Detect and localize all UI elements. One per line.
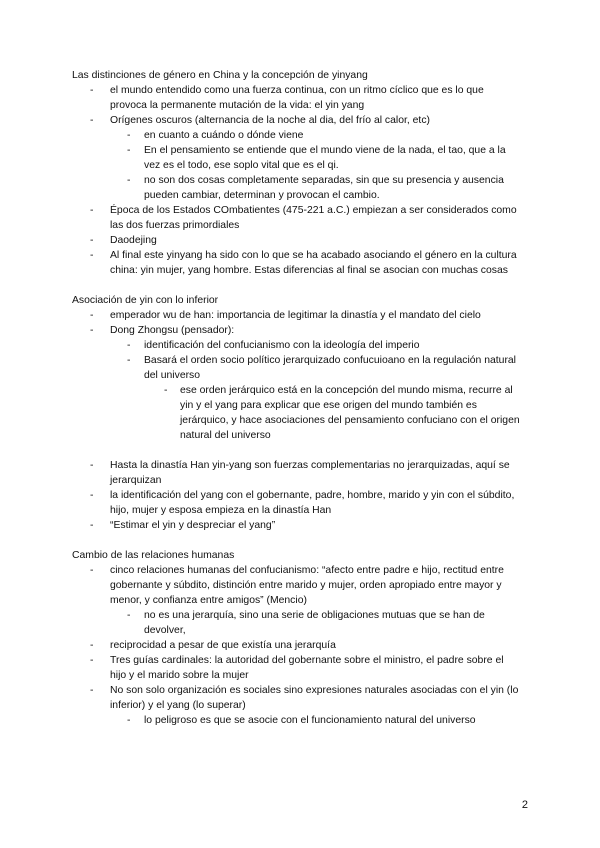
list-item — [72, 488, 522, 518]
list-item — [72, 308, 522, 323]
bullet-dash: - — [90, 460, 94, 471]
list-item-text: Época de los Estados COmbatientes (475-221 a.C.) empiezan a ser considerados como las dos fuerzas primordiales — [110, 205, 517, 231]
bullet-dash: - — [90, 565, 94, 576]
bullet-dash: - — [90, 655, 94, 666]
paragraph-gap — [72, 533, 522, 548]
list-item — [72, 323, 522, 338]
bullet-dash: - — [90, 310, 94, 321]
list-item — [72, 638, 522, 653]
list-item-text: Tres guías cardinales: la autoridad del gobernante sobre el ministro, el padre sobre el hijo y el marido sobre la mujer — [110, 655, 504, 681]
bullet-dash: - — [90, 640, 94, 651]
list-item — [72, 143, 522, 173]
bullet-dash: - — [90, 205, 94, 216]
list-item-text: Orígenes oscuros (alternancia de la noche al dia, del frío al calor, etc) — [110, 115, 430, 126]
list-item-text: Al final este yinyang ha sido con lo que se ha acabado asociando el género en la cultura china: yin mujer, yang hombre. Estas diferencias al final se asocian con muchas cosas — [110, 250, 517, 276]
bullet-dash: - — [90, 115, 94, 126]
bullet-dash: - — [127, 355, 131, 366]
list-item-text: Daodejing — [110, 235, 157, 246]
list-item-text: no son dos cosas completamente separadas, sin que su presencia y ausencia pueden cambiar, determinan y provocan el cambio. — [144, 175, 504, 201]
list-item — [72, 233, 522, 248]
list-item — [72, 608, 522, 638]
paragraph-gap — [72, 443, 522, 458]
list-item-text: Hasta la dinastía Han yin-yang son fuerzas complementarias no jerarquizadas, aquí se jerarquizan — [110, 460, 510, 486]
list-item-text: no es una jerarquía, sino una serie de obligaciones mutuas que se han de devolver, — [144, 610, 485, 636]
list-item — [72, 173, 522, 203]
list-item — [72, 518, 522, 533]
list-item-text: identificación del confucianismo con la ideología del imperio — [144, 340, 420, 351]
bullet-dash: - — [90, 325, 94, 336]
list-item-text: Basará el orden socio político jerarquizado confucuioano en la regulación natural del universo — [144, 355, 516, 381]
bullet-dash: - — [127, 715, 131, 726]
list-item — [72, 458, 522, 488]
list-item-text: lo peligroso es que se asocie con el funcionamiento natural del universo — [144, 715, 476, 726]
bullet-dash: - — [127, 340, 131, 351]
list-item — [72, 713, 522, 728]
bullet-dash: - — [127, 130, 131, 141]
bullet-dash: - — [90, 85, 94, 96]
list-item — [72, 353, 522, 383]
list-item — [72, 683, 522, 713]
bullet-dash: - — [127, 175, 131, 186]
list-item-text: emperador wu de han: importancia de legitimar la dinastía y el mandato del cielo — [110, 310, 481, 321]
list-item-text: reciprocidad a pesar de que existía una jerarquía — [110, 640, 336, 651]
bullet-dash: - — [90, 685, 94, 696]
list-item-text: En el pensamiento se entiende que el mundo viene de la nada, el tao, que a la vez es el todo, ese soplo vital que es el qi. — [144, 145, 506, 171]
list-item — [72, 563, 522, 608]
list-item-text: ese orden jerárquico está en la concepción del mundo misma, recurre al yin y el yang para explicar que ese origen del mundo también es jerárquico, y hace asociaciones del pensamiento confuciano con el origen natural del universo — [180, 385, 520, 441]
list-item — [72, 113, 522, 128]
bullet-dash: - — [127, 610, 131, 621]
list-item — [72, 203, 522, 233]
bullet-dash: - — [90, 520, 94, 531]
page-number: 2 — [521, 799, 528, 811]
paragraph-gap — [72, 278, 522, 293]
list-item-text: Dong Zhongsu (pensador): — [110, 325, 235, 336]
bullet-dash: - — [127, 145, 131, 156]
section-heading: Cambio de las relaciones humanas — [72, 550, 235, 561]
list-item-text: cinco relaciones humanas del confucianismo: “afecto entre padre e hijo, rectitud entre gobernante y súbdito, distinción entre marido y mujer, orden apropiado entre mayor y menor, y confianza entre amigos” (Mencio) — [110, 565, 504, 606]
bullet-dash: - — [90, 490, 94, 501]
bullet-dash: - — [90, 235, 94, 246]
document-body — [72, 68, 522, 728]
list-item-text: la identificación del yang con el gobernante, padre, hombre, marido y yin con el súbdito, hijo, mujer y esposa empieza en la dinastía Han — [110, 490, 515, 516]
list-item — [72, 338, 522, 353]
section-heading: Las distinciones de género en China y la concepción de yinyang — [72, 70, 368, 81]
list-item-text: el mundo entendido como una fuerza continua, con un ritmo cíclico que es lo que provoca la permanente mutación de la vida: el yin yang — [110, 85, 484, 111]
list-item — [72, 653, 522, 683]
list-item-text: “Estimar el yin y despreciar el yang” — [110, 520, 276, 531]
list-item-text: No son solo organización es sociales sino expresiones naturales asociadas con el yin (lo inferior) y el yang (lo superar) — [110, 685, 519, 711]
list-item — [72, 383, 522, 443]
list-item — [72, 83, 522, 113]
bullet-dash: - — [90, 250, 94, 261]
bullet-dash: - — [164, 385, 168, 396]
section-heading: Asociación de yin con lo inferior — [72, 295, 219, 306]
list-item-text: en cuanto a cuándo o dónde viene — [144, 130, 304, 141]
list-item — [72, 128, 522, 143]
list-item — [72, 248, 522, 278]
